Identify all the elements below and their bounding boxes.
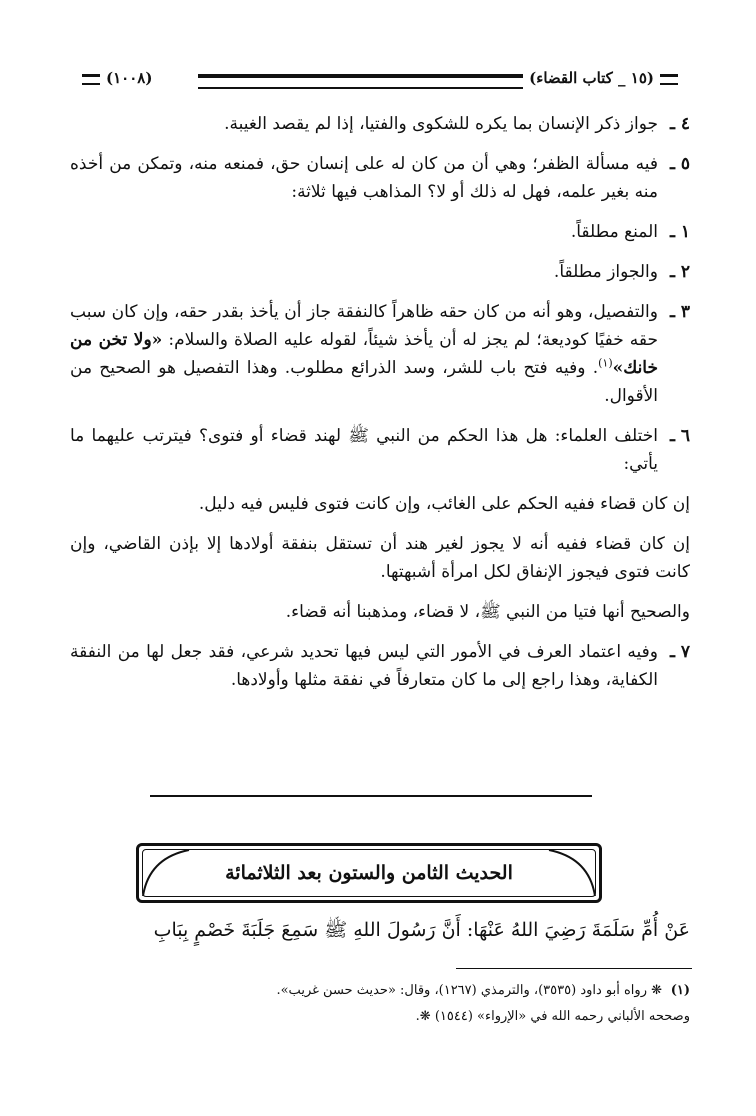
item-number: ٦ ـ [669,426,690,446]
item-number: ٧ ـ [669,642,690,662]
item-number: ١ ـ [669,222,690,242]
item-text: اختلف العلماء: هل هذا الحكم من النبي ﷺ لهند قضاء أو فتوى؟ فيترتب عليهما ما يأتي: [70,426,658,474]
running-header [70,64,690,92]
item-text: وفيه اعتماد العرف في الأمور التي ليس فيها تحديد شرعي، فقد جعل لها من النفقة الكفاية، وهذا راجع إلى ما كان متعارفاً في نفقة مثلها وأولادها. [70,642,658,690]
list-item [70,150,690,206]
item-number: ٣ ـ [669,302,690,322]
item-number: ٥ ـ [669,154,690,174]
hadith-text: عَنْ أُمِّ سَلَمَةَ رَضِيَ اللهُ عَنْهَا: أَنَّ رَسُولَ اللهِ ﷺ سَمِعَ جَلَبَةَ خَصْمٍ بِبَابِ [153,919,690,941]
list-item [70,638,690,694]
item-text-part: والتفصيل، وهو أنه من كان حقه ظاهراً كالنفقة جاز أن يأخذ بقدر حقه، وإن كان سبب حقه خفيًا كوديعة؛ لم يجز له أن يأخذ شيئاً، لقوله عليه الصلاة والسلام: [70,302,659,350]
item-text [70,298,658,410]
banner-left-ornament [139,846,199,900]
footnote-line-1 [70,978,690,1004]
list-item [70,422,690,478]
book-title: (١٥ _ كتاب القضاء) [529,69,654,87]
page-number: (١٠٠٨) [106,69,153,87]
list-item [70,298,690,410]
banner-right-ornament [539,846,599,900]
section-divider [150,795,592,797]
list-item [70,258,690,286]
footnote-number: (١) [670,983,690,998]
paragraph: إن كان قضاء ففيه الحكم على الغائب، وإن كانت فتوى فليس فيه دليل. [198,494,690,514]
paragraph: والصحيح أنها فتيا من النبي ﷺ، لا قضاء، ومذهبنا أنه قضاء. [285,602,690,622]
footnote-line-2: وصححه الألباني رحمه الله في «الإرواء» (١٥٤٤) ❋. [415,1009,690,1024]
header-rule [198,74,570,89]
hadith-quote: «ولا تخن من خانك» [70,330,658,378]
list-item [70,110,690,138]
header-dash-right [660,74,678,85]
main-text [70,110,690,706]
header-dash-left [82,74,100,85]
paragraph: إن كان قضاء ففيه أنه لا يجوز لغير هند أن تستقل بنفقة أولادها إلا بإذن القاضي، وإن كانت فتوى فيجوز الإنفاق لكل امرأة أشبهتها. [70,534,690,582]
hadith-title: الحديث الثامن والستون بعد الثلاثمائة [225,862,513,884]
footnote-rule [456,968,692,969]
footnote-reference[interactable]: (١) [598,356,613,370]
footnote-text: ❋ رواه أبو داود (٣٥٣٥)، والترمذي (١٢٦٧)، وقال: «حديث حسن غريب». [276,983,662,998]
item-text: فيه مسألة الظفر؛ وهي أن من كان له على إنسان حق، فمنعه منه، وتمكن من أخذه منه بغير علمه، فهل له ذلك أو لا؟ المذاهب فيها ثلاثة: [70,154,658,202]
item-number: ٤ ـ [669,114,690,134]
footnote [70,978,690,1030]
hadith-title-banner [136,843,602,903]
item-number: ٢ ـ [669,262,690,282]
item-text: المنع مطلقاً. [570,222,658,242]
header-book-title-block [523,64,690,92]
item-text: جواز ذكر الإنسان بما يكره للشكوى والفتيا، إذا لم يقصد الغيبة. [224,114,658,134]
item-text-part: . وفيه فتح باب للشر، وسد الذرائع مطلوب. وهذا التفصيل هو الصحيح من الأقوال. [70,358,658,406]
header-page-number-block [70,64,158,92]
item-text: والجواز مطلقاً. [553,262,658,282]
list-item [70,218,690,246]
